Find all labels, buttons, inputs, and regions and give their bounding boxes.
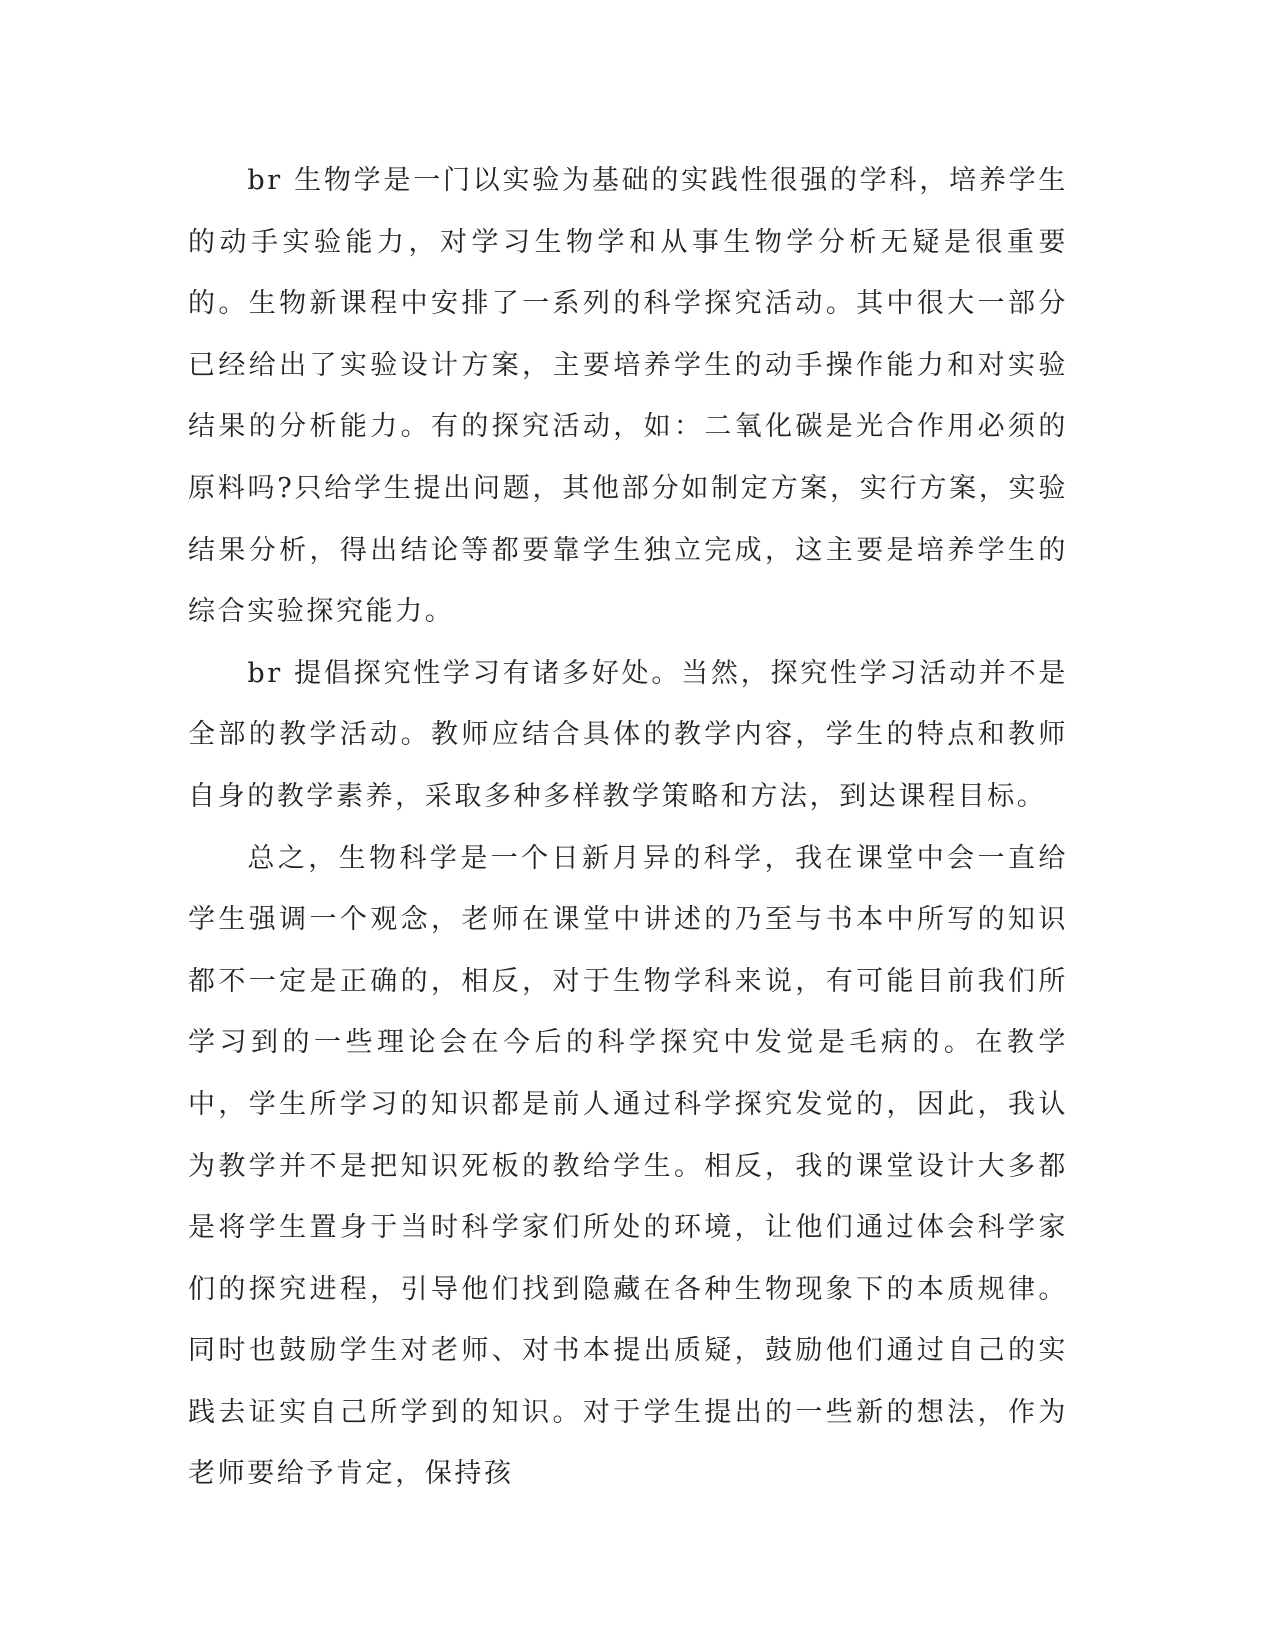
paragraph-conclusion: 总之，生物科学是一个日新月异的科学，我在课堂中会一直给学生强调一个观念，老师在课堂中讲述的乃至与书本中所写的知识都不一定是正确的，相反，对于生物学科来说，有可能目前我们所学习到的一些理论会在今后的科学探究中发觉是毛病的。在教学中，学生所学习的知识都是前人通过科学探究发觉的，因此，我认为教学并不是把知识死板的教给学生。相反，我的课堂设计大多都是将学生置身于当时科学家们所处的环境，让他们通过体会科学家们的探究进程，引导他们找到隐藏在各种生物现象下的本质规律。同时也鼓励学生对老师、对书本提出质疑，鼓励他们通过自己的实践去证实自己所学到的知识。对于学生提出的一些新的想法，作为老师要给予肯定，保持孩: [188, 842, 1068, 1490]
paragraph-inquiry-learning: br 提倡探究性学习有诸多好处。当然，探究性学习活动并不是全部的教学活动。教师应结合具体的教学内容，学生的特点和教师自身的教学素养，采取多种多样教学策略和方法，到达课程目标。: [188, 657, 1068, 812]
paragraph-experiment-ability: br 生物学是一门以实验为基础的实践性很强的学科，培养学生的动手实验能力，对学习生物学和从事生物学分析无疑是很重要的。生物新课程中安排了一系列的科学探究活动。其中很大一部分已经给出了实验设计方案，主要培养学生的动手操作能力和对实验结果的分析能力。有的探究活动，如：二氧化碳是光合作用必须的原料吗?只给学生提出问题，其他部分如制定方案，实行方案，实验结果分析，得出结论等都要靠学生独立完成，这主要是培养学生的综合实验探究能力。: [188, 165, 1068, 628]
body-text: [188, 150, 1068, 1505]
